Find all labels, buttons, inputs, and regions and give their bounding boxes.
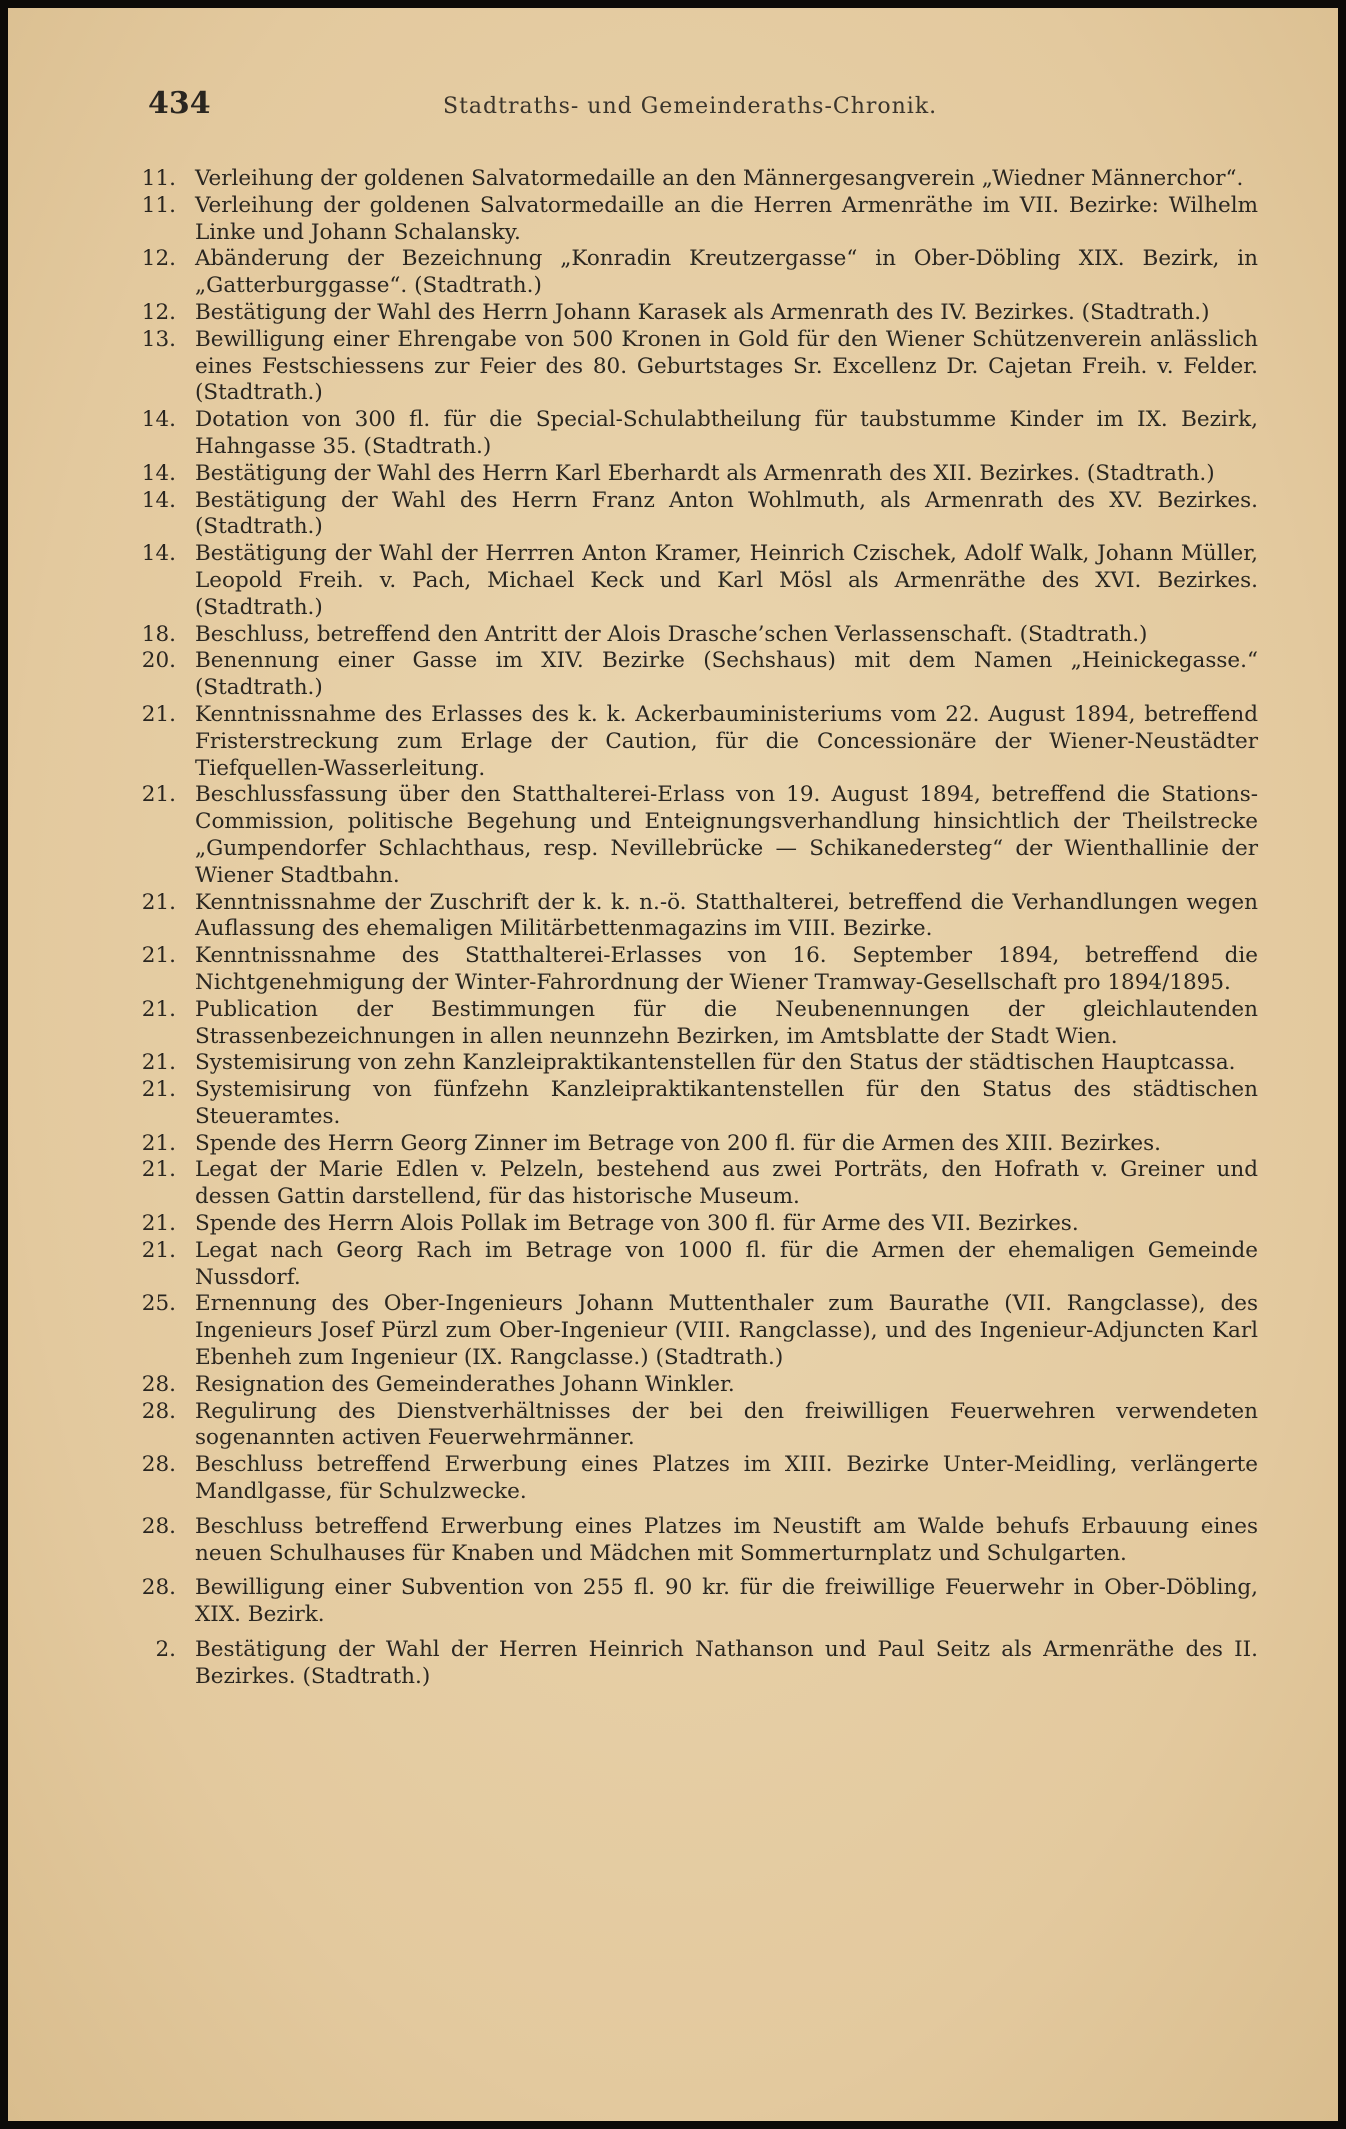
entry-text: Beschluss betreffend Erwerbung eines Platzes im XIII. Bezirke Unter-Meidling, verlängerte Mandlgasse, für Schulzwecke. [195, 1452, 1258, 1505]
entry-text: Benennung einer Gasse im XIV. Bezirke (Sechshaus) mit dem Namen „Heinickegasse.“ (Stadtrath.) [195, 648, 1258, 701]
entry-day: 21. [141, 1050, 176, 1076]
page-header [138, 86, 1258, 126]
entry-day: 11. [141, 166, 176, 191]
chronicle-entry [138, 1050, 1258, 1077]
entry-text: Legat der Marie Edlen v. Pelzeln, bestehend aus zwei Porträts, den Hofrath v. Greiner und dessen Gattin darstellend, für das historische Museum. [195, 1157, 1258, 1210]
entry-text: Verleihung der goldenen Salvatormedaille an den Männergesangverein „Wiedner Männerchor“. [195, 166, 1244, 191]
running-title: Stadtraths- und Gemeinderaths-Chronik. [443, 94, 938, 119]
entry-day: 14. [141, 541, 176, 567]
chronicle-entry [138, 246, 1258, 300]
entry-day: 12. [141, 299, 176, 325]
entry-day: 12. [141, 246, 176, 272]
entry-text: Kenntnissnahme des Statthalterei-Erlasses von 16. September 1894, betreffend die Nichtgenehmigung der Winter-Fahrordnung der Wiener Tramway-Gesellschaft pro 1894/1895. [195, 943, 1258, 995]
chronicle-entries [138, 166, 1258, 1691]
entry-text: Bestätigung der Wahl des Herrn Johann Karasek als Armenrath des IV. Bezirkes. (Stadtrath.) [195, 299, 1210, 325]
entry-day: 13. [141, 326, 176, 352]
chronicle-entry [138, 541, 1258, 621]
chronicle-entry [138, 1372, 1258, 1399]
document-page [8, 8, 1338, 2121]
entry-text: Systemisirung von zehn Kanzleipraktikantenstellen für den Status der städtischen Hauptcassa. [195, 1050, 1236, 1076]
chronicle-entry [138, 193, 1258, 247]
chronicle-entry [138, 1637, 1258, 1691]
entry-text: Bestätigung der Wahl der Herren Heinrich Nathanson und Paul Seitz als Armenräthe des II. Bezirkes. (Stadtrath.) [195, 1637, 1258, 1689]
entry-day: 21. [141, 1077, 176, 1103]
chronicle-entry [138, 702, 1258, 782]
chronicle-entry [138, 1157, 1258, 1211]
entry-text: Spende des Herrn Georg Zinner im Betrage von 200 fl. für die Armen des XIII. Bezirkes. [195, 1130, 1161, 1156]
chronicle-entry [138, 997, 1258, 1051]
chronicle-entry [138, 1514, 1258, 1568]
entry-day: 14. [141, 460, 176, 486]
chronicle-entry [138, 890, 1258, 944]
entry-day: 28. [141, 1452, 176, 1478]
chronicle-entry [138, 782, 1258, 889]
chronicle-entry [138, 1077, 1258, 1131]
entry-text: Verleihung der goldenen Salvatormedaille an die Herren Armenräthe im VII. Bezirke: Wilhelm Linke und Johann Schalansky. [195, 192, 1258, 245]
chronicle-entry [138, 1452, 1258, 1506]
entry-text: Spende des Herrn Alois Pollak im Betrage von 300 fl. für Arme des VII. Bezirkes. [195, 1211, 1079, 1237]
page-number: 434 [148, 86, 211, 121]
entry-day: 14. [141, 407, 176, 433]
entry-day: 11. [141, 192, 176, 218]
entry-day: 21. [141, 782, 176, 808]
entry-day: 21. [141, 701, 176, 727]
chronicle-entry [138, 622, 1258, 649]
entry-day: 20. [141, 648, 176, 674]
entry-day: 28. [141, 1398, 176, 1424]
entry-text: Beschluss betreffend Erwerbung eines Platzes im Neustift am Walde behufs Erbauung eines neuen Schulhauses für Knaben und Mädchen mit Sommerturnplatz und Schulgarten. [195, 1513, 1258, 1566]
entry-day: 28. [141, 1371, 176, 1397]
entry-text: Bestätigung der Wahl des Herrn Franz Anton Wohlmuth, als Armenrath des XV. Bezirkes. (Stadtrath.) [195, 487, 1258, 540]
entry-day: 28. [141, 1575, 176, 1601]
chronicle-entry [138, 300, 1258, 327]
chronicle-entry [138, 1238, 1258, 1292]
chronicle-entry [138, 1131, 1258, 1158]
chronicle-entry [138, 407, 1258, 461]
entry-day: 14. [141, 487, 176, 513]
entry-text: Abänderung der Bezeichnung „Konradin Kreutzergasse“ in Ober-Döbling XIX. Bezirk, in „Gatterburggasse“. (Stadtrath.) [195, 246, 1258, 299]
entry-day: 21. [141, 996, 176, 1022]
chronicle-entry [138, 166, 1258, 193]
chronicle-entry [138, 648, 1258, 702]
entry-day: 21. [141, 1237, 176, 1263]
chronicle-entry [138, 327, 1258, 407]
chronicle-entry [138, 1575, 1258, 1629]
chronicle-entry [138, 1211, 1258, 1238]
entry-day: 21. [141, 889, 176, 915]
chronicle-entry [138, 943, 1258, 997]
entry-text: Dotation von 300 fl. für die Special-Schulabtheilung für taubstumme Kinder im IX. Bezirk, Hahngasse 35. (Stadtrath.) [195, 407, 1258, 459]
entry-day: 21. [141, 1211, 176, 1237]
chronicle-entry [138, 488, 1258, 542]
entry-text: Kenntnissnahme des Erlasses des k. k. Ackerbauministeriums vom 22. August 1894, betreffend Fristerstreckung zum Erlage der Caution, für die Concessionäre der Wiener-Neustädter Tiefquellen-Wasserleitung. [195, 701, 1258, 781]
entry-text: Bestätigung der Wahl des Herrn Karl Eberhardt als Armenrath des XII. Bezirkes. (Stadtrath.) [195, 460, 1215, 486]
entry-text: Kenntnissnahme der Zuschrift der k. k. n.-ö. Statthalterei, betreffend die Verhandlungen wegen Auflassung des ehemaligen Militärbettenmagazins im VIII. Bezirke. [195, 889, 1258, 942]
chronicle-entry [138, 1291, 1258, 1371]
entry-text: Publication der Bestimmungen für die Neubenennungen der gleichlautenden Strassenbezeichnungen in allen neunnzehn Bezirken, im Amtsblatte der Stadt Wien. [195, 996, 1258, 1049]
entry-text: Regulirung des Dienstverhältnisses der bei den freiwilligen Feuerwehren verwendeten sogenannten activen Feuerwehrmänner. [195, 1398, 1258, 1451]
entry-text: Bewilligung einer Subvention von 255 fl. 90 kr. für die freiwillige Feuerwehr in Ober-Döbling, XIX. Bezirk. [195, 1575, 1258, 1628]
entry-text: Beschluss, betreffend den Antritt der Alois Drasche’schen Verlassenschaft. (Stadtrath.) [195, 621, 1148, 647]
entry-text: Resignation des Gemeinderathes Johann Winkler. [195, 1371, 735, 1397]
entry-text: Legat nach Georg Rach im Betrage von 1000 fl. für die Armen der ehemaligen Gemeinde Nussdorf. [195, 1237, 1258, 1290]
chronicle-entry [138, 461, 1258, 488]
entry-text: Ernennung des Ober-Ingenieurs Johann Muttenthaler zum Baurathe (VII. Rangclasse), des Ingenieurs Josef Pürzl zum Ober-Ingenieur (VIII. Rangclasse), und des Ingenieur-Adjuncten Karl Ebenheh zum Ingenieur (IX. Rangclasse.) (Stadtrath.) [195, 1291, 1258, 1371]
entry-day: 2. [155, 1637, 176, 1663]
entry-text: Bestätigung der Wahl der Herrren Anton Kramer, Heinrich Czischek, Adolf Walk, Johann Müller, Leopold Freih. v. Pach, Michael Keck und Karl Mösl als Armenräthe des XVI. Bezirkes. (Stadtrath.) [195, 541, 1258, 620]
chronicle-entry [138, 1399, 1258, 1453]
entry-day: 25. [141, 1291, 176, 1317]
entry-text: Beschlussfassung über den Statthalterei-Erlass von 19. August 1894, betreffend die Stations-Commission, politische Begehung und Enteignungsverhandlung hinsichtlich der Theilstrecke „Gumpendorfer Schlachthaus, resp. Nevillebrücke — Schikanedersteg“ der Wienthallinie der Wiener Stadtbahn. [195, 782, 1258, 888]
entry-day: 21. [141, 1157, 176, 1183]
entry-day: 21. [141, 1130, 176, 1156]
entry-text: Systemisirung von fünfzehn Kanzleipraktikantenstellen für den Status des städtischen Steueramtes. [195, 1077, 1258, 1129]
entry-day: 28. [141, 1513, 176, 1539]
entry-day: 18. [141, 621, 176, 647]
entry-text: Bewilligung einer Ehrengabe von 500 Kronen in Gold für den Wiener Schützenverein anlässlich eines Festschiessens zur Feier des 80. Geburtstages Sr. Excellenz Dr. Cajetan Freih. v. Felder. (Stadtrath.) [195, 326, 1258, 406]
entry-day: 21. [141, 943, 176, 969]
